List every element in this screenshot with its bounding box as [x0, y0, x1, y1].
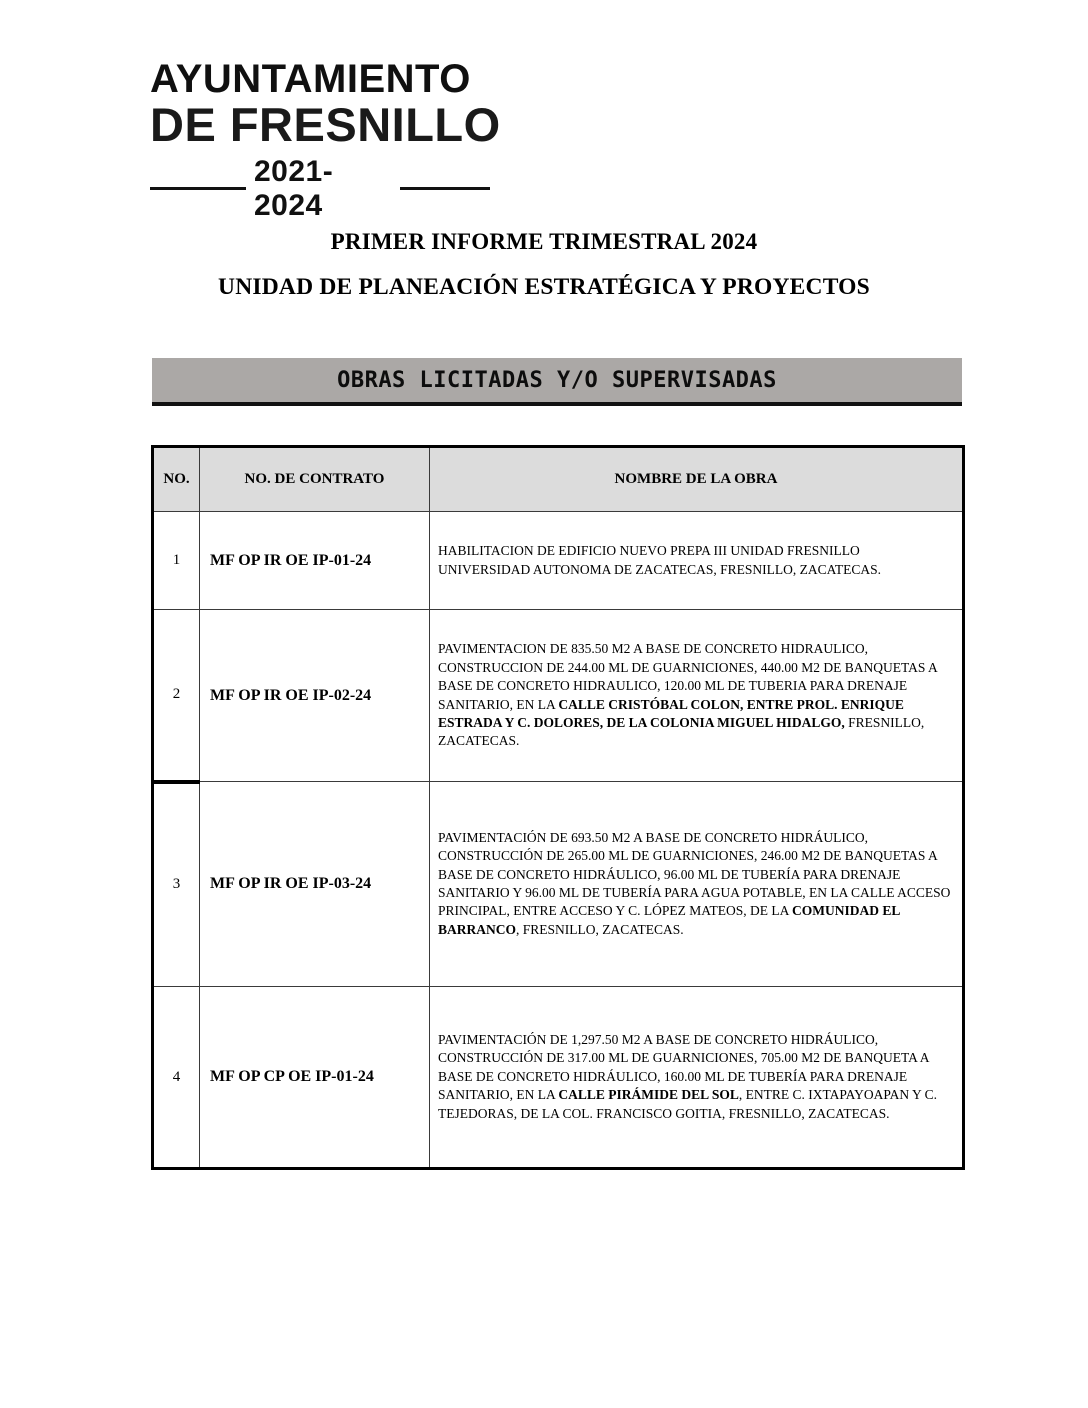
row-number-cell: 1 — [153, 512, 200, 610]
logo-years-row — [150, 155, 490, 223]
section-banner — [152, 358, 962, 406]
table-row — [153, 512, 964, 610]
obra-text: , ENTRE C. IXTAPAYOAPAN Y C. TEJEDORAS, DE LA COL. FRANCISCO GOITIA, FRESNILLO, ZACATECAS. — [438, 1087, 938, 1121]
table-row — [153, 782, 964, 987]
row-number-cell: 3 — [153, 782, 200, 987]
department-title: UNIDAD DE PLANEACIÓN ESTRATÉGICA Y PROYECTOS — [218, 274, 870, 300]
obra-text-bold: CALLE PIRÁMIDE DEL SOL — [558, 1087, 739, 1103]
table-row — [153, 987, 964, 1169]
section-banner-label: OBRAS LICITADAS Y/O SUPERVISADAS — [337, 367, 777, 393]
obra-text: PAVIMENTACIÓN DE 1,297.50 M2 A BASE DE CONCRETO HIDRÁULICO, CONSTRUCCIÓN DE 317.00 ML DE GUARNICIONES, 705.00 M2 DE BANQUETA A BASE DE CONCRETO HIDRÁULICO, 160.00 ML DE TUBERÍA PARA DRENAJE SANITARIO, EN LA — [438, 1032, 929, 1103]
obras-table — [151, 445, 965, 1170]
logo-line-fresnillo: DE FRESNILLO — [150, 98, 501, 151]
logo-line-ayuntamiento: AYUNTAMIENTO — [150, 57, 471, 101]
obra-description-cell — [430, 512, 964, 610]
report-title: PRIMER INFORME TRIMESTRAL 2024 — [330, 229, 758, 254]
row-number-cell: 2 — [153, 610, 200, 782]
obra-text-bold: COMUNIDAD EL BARRANCO — [438, 903, 900, 937]
header-obra: NOMBRE DE LA OBRA — [430, 447, 964, 512]
obra-text: , FRESNILLO, ZACATECAS. — [516, 921, 684, 937]
row-number-cell: 4 — [153, 987, 200, 1169]
header-contract: NO. DE CONTRATO — [200, 447, 430, 512]
obra-text: PAVIMENTACION DE 835.50 M2 A BASE DE CONCRETO HIDRAULICO, CONSTRUCCION DE 244.00 ML DE GUARNICIONES, 440.00 M2 DE BANQUETAS A BASE DE CONCRETO HIDRAULICO, 120.00 ML DE TUBERIA PARA DRENAJE SANITARIO, EN LA — [438, 641, 938, 712]
obra-text-bold: CALLE CRISTÓBAL COLON, ENTRE PROL. ENRIQUE ESTRADA Y C. DOLORES, DE LA COLONIA MIGUEL HIDALGO, — [438, 696, 904, 730]
obra-description-cell — [430, 987, 964, 1169]
obras-table-header-row — [153, 447, 964, 512]
contract-number-cell: MF OP IR OE IP-03-24 — [200, 782, 430, 987]
obra-text: HABILITACION DE EDIFICIO NUEVO PREPA III UNIDAD FRESNILLO UNIVERSIDAD AUTONOMA DE ZACATECAS, FRESNILLO, ZACATECAS. — [438, 543, 882, 577]
obra-description-cell — [430, 782, 964, 987]
logo-years-text: 2021- 2024 — [254, 154, 334, 222]
obras-table-body — [153, 512, 964, 1169]
obra-description-cell — [430, 610, 964, 782]
contract-number-cell: MF OP CP OE IP-01-24 — [200, 987, 430, 1169]
city-logo — [150, 58, 550, 223]
logo-rule-left — [150, 187, 246, 190]
table-row — [153, 610, 964, 782]
obra-text: PAVIMENTACIÓN DE 693.50 M2 A BASE DE CONCRETO HIDRÁULICO, CONSTRUCCIÓN DE 265.00 ML DE GUARNICIONES, 246.00 M2 DE BANQUETAS A BASE DE CONCRETO HIDRÁULICO, 96.00 ML DE TUBERÍA PARA DRENAJE SANITARIO Y 96.00 ML DE TUBERÍA PARA AGUA POTABLE, EN LA CALLE ACCESO PRINCIPAL, ENTRE ACCESO Y C. LÓPEZ MATEOS, DE LA — [438, 829, 951, 919]
logo-rule-right — [400, 187, 490, 190]
contract-number-cell: MF OP IR OE IP-01-24 — [200, 512, 430, 610]
header-no: NO. — [153, 447, 200, 512]
obra-text: FRESNILLO, ZACATECAS. — [438, 714, 925, 749]
contract-number-cell: MF OP IR OE IP-02-24 — [200, 610, 430, 782]
